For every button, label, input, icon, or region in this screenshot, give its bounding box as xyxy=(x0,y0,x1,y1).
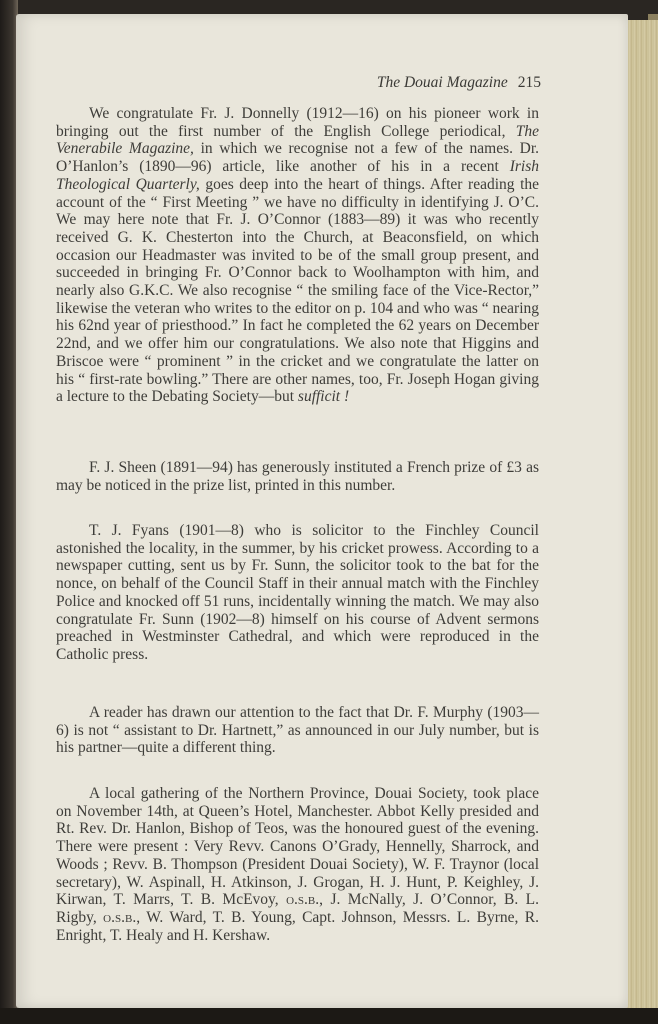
paragraph-fyans: T. J. Fyans (1901—8) who is solicitor to the Finchley Council astonished the locality, in the summer, by his cricket prowess. According to a newspaper cutting, sent us by Fr. Sunn, the solicitor took to the bat for the nonce, on behalf of the Council Staff in their annual match with the Finchley Police and knocked off 51 runs, incidentally winning the match. We may also congratulate Fr. Sunn (1902—8) himself on his course of Advent sermons preached in Westminster Cathedral, and which were reproduced in the Catholic press. xyxy=(56,522,539,663)
venerabile-title: The Venerabile Magazine, xyxy=(56,122,539,158)
running-header xyxy=(0,74,541,92)
itq-title: Irish Theological Quarterly, xyxy=(56,158,540,193)
text-segment: goes deep into the heart of things. After reading the account of the “ First Meeting ” we have no difficulty in identifying J. O’C. We may here note that Fr. J. O’Connor (1883—89) it was who recently received G. K. Chesterton into the Church, at Beaconsfield, on which occasion our Headmaster was invited to be of the small group present, and succeeded in bringing Fr. O’Connor back to Woolhampton with him, and nearly also G.K.C. We also recognise “ the smiling face of the Vice-Rector,” likewise the veteran who writes to the editor on p. 104 and who was “ nearing his 62nd year of priesthood.” In fact he completed the 62 years on December 22nd, and we offer him our congratulations. We also note that Higgins and Briscoe were “ prominent ” in the cricket and we congratulate the latter on his “ first-rate bowling.” There are other names, too, Fr. Joseph Hogan giving a lecture to the Debating Society—but xyxy=(56,175,540,406)
text-segment: in which we recognise not a few of the names. Dr. O’Hanlon’s (1890—96) article, like another of his in a recent xyxy=(56,140,539,176)
paragraph-murphy: A reader has drawn our attention to the fact that Dr. F. Murphy (1903—6) is not “ assistant to Dr. Hartnett,” as announced in our July number, but is his partner—quite a different thing. xyxy=(56,704,539,757)
paragraph-sheen: F. J. Sheen (1891—94) has generously instituted a French prize of £3 as may be noticed in the prize list, printed in this number. xyxy=(56,459,539,494)
bottom-shadow xyxy=(0,1008,658,1024)
osb-abbrev: o.s.b., xyxy=(286,891,324,909)
osb-abbrev: o.s.b., xyxy=(103,908,141,926)
paragraph-donnelly xyxy=(56,105,539,406)
text-segment: W. Ward, T. B. Young, Capt. Johnson, Messrs. L. Byrne, R. Enright, T. Healy and H. Kershaw. xyxy=(56,908,540,944)
text-segment: We congratulate Fr. J. Donnelly (1912—16) on his pioneer work in bringing out the first number of the English College periodical, xyxy=(56,105,539,140)
sufficit-phrase: sufficit ! xyxy=(297,388,350,406)
paragraph-manchester-gathering xyxy=(56,785,539,944)
text-segment: J. McNally, J. O’Connor, B. L. Rigby, xyxy=(56,891,540,926)
page-number: 215 xyxy=(517,74,541,91)
text-segment: A local gathering of the Northern Province, Douai Society, took place on November 14th, at Queen’s Hotel, Manchester. Abbot Kelly presided and Rt. Rev. Dr. Hanlon, Bishop of Teos, was the honoured guest of the evening. There were present : Very Revv. Canons O’Grady, Hennelly, Sharrock, and Woods ; Revv. B. Thompson (President Douai Society), W. F. Traynor (local secretary), W. Aspinall, H. Atkinson, J. Grogan, H. J. Hunt, P. Keighley, J. Kirwan, T. Marrs, T. B. McEvoy, xyxy=(56,785,539,909)
journal-title: The Douai Magazine xyxy=(376,74,508,91)
